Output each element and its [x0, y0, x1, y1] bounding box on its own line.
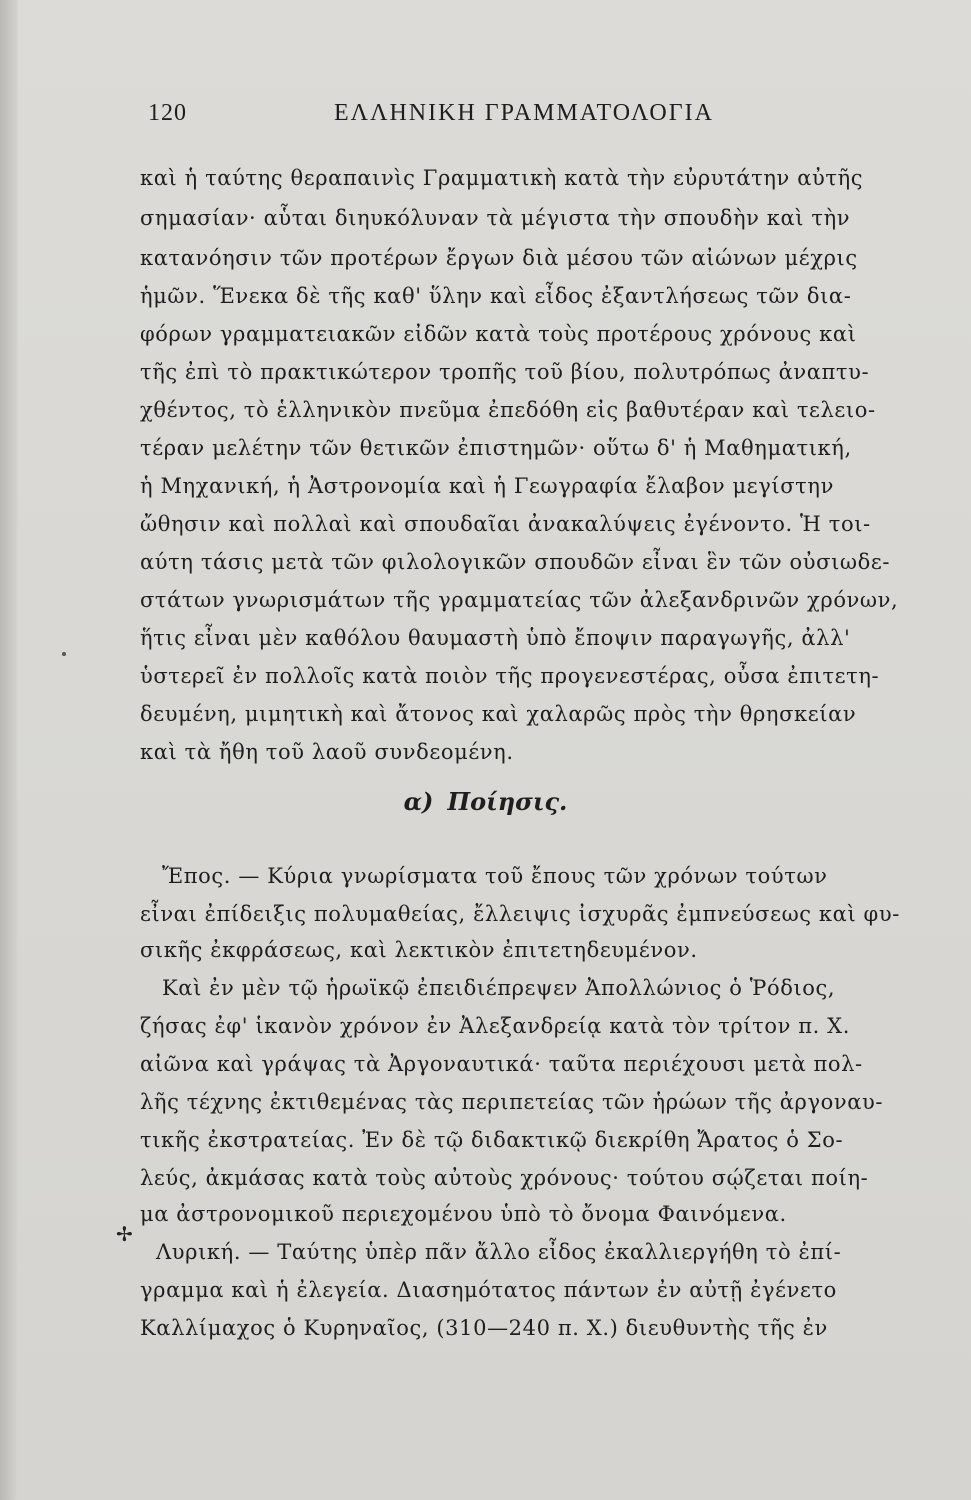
page-header: [148, 100, 778, 140]
text-line: φόρων γραμματειακῶν εἰδῶν κατὰ τοὺς προτέρους χρόνους καὶ: [140, 322, 857, 346]
text-line: εἶναι ἐπίδειξις πολυμαθείας, ἔλλειψις ἰσχυρᾶς ἐμπνεύσεως καὶ φυ-: [140, 902, 900, 926]
text-line: τέραν μελέτην τῶν θετικῶν ἐπιστημῶν· οὕτω δ' ἡ Μαθηματική,: [140, 436, 852, 460]
text-line: κατανόησιν τῶν προτέρων ἔργων διὰ μέσου τῶν αἰώνων μέχρις: [140, 246, 858, 270]
text-line: ζήσας ἐφ' ἱκανὸν χρόνον ἐν Ἀλεξανδρείᾳ κατὰ τὸν τρίτον π. Χ.: [140, 1014, 850, 1038]
section-heading: [0, 785, 971, 819]
text-line: τικῆς ἐκστρατείας. Ἐν δὲ τῷ διδακτικῷ διεκρίθη Ἄρατος ὁ Σο-: [140, 1128, 844, 1152]
binding-shadow: [0, 0, 18, 1500]
text-line: χθέντος, τὸ ἑλληνικὸν πνεῦμα ἐπεδόθη εἰς βαθυτέραν καὶ τελειο-: [140, 398, 876, 422]
text-line: γραμμα καὶ ἡ ἐλεγεία. Διασημότατος πάντων ἐν αὐτῇ ἐγένετο: [140, 1278, 837, 1302]
text-line: Καλλίμαχος ὁ Κυρηναῖος, (310—240 π. Χ.) διευθυντὴς τῆς ἐν: [140, 1316, 828, 1340]
text-line: αἰῶνα καὶ γράψας τὰ Ἀργοναυτικά· ταῦτα περιέχουσι μετὰ πολ-: [140, 1052, 863, 1076]
page-number: 120: [148, 100, 187, 126]
text-line: ὑστερεῖ ἐν πολλοῖς κατὰ ποιὸν τῆς προγενεστέρας, οὖσα ἐπιτετη-: [140, 664, 880, 688]
section-title: Ποίησις.: [447, 787, 568, 816]
text-line: δευμένη, μιμητικὴ καὶ ἄτονος καὶ χαλαρῶς πρὸς τὴν θρησκείαν: [140, 702, 857, 726]
running-title: ΕΛΛΗΝΙΚΗ ΓΡΑΜΜΑΤΟΛΟΓΙΑ: [334, 100, 714, 126]
text-line: ἡ Μηχανική, ἡ Ἀστρονομία καὶ ἡ Γεωγραφία ἔλαβον μεγίστην: [140, 474, 834, 498]
text-line: αύτη τάσις μετὰ τῶν φιλολογικῶν σπουδῶν εἶναι ἓν τῶν οὐσιωδε-: [140, 550, 891, 574]
text-line: σικῆς ἐκφράσεως, καὶ λεκτικὸν ἐπιτετηδευμένον.: [140, 938, 698, 962]
margin-cross-mark-icon: ✢: [116, 1222, 133, 1246]
section-letter: α): [403, 787, 434, 816]
text-line: λῆς τέχνης ἐκτιθεμένας τὰς περιπετείας τῶν ἡρώων τῆς ἀργοναυ-: [140, 1090, 884, 1114]
text-line: μα ἀστρονομικοῦ περιεχομένου ὑπὸ τὸ ὄνομα Φαινόμενα.: [140, 1202, 787, 1226]
text-line: καὶ τὰ ἤθη τοῦ λαοῦ συνδεομένη.: [140, 740, 514, 764]
text-line: ἥτις εἶναι μὲν καθόλου θαυμαστὴ ὑπὸ ἔποψιν παραγωγῆς, ἀλλ': [140, 626, 851, 650]
ink-speck: [62, 652, 66, 656]
text-line: λεύς, ἀκμάσας κατὰ τοὺς αὐτοὺς χρόνους· τούτου σῴζεται ποίη-: [140, 1166, 869, 1190]
text-line: Ἔπος. — Κύρια γνωρίσματα τοῦ ἔπους τῶν χρόνων τούτων: [162, 864, 828, 888]
text-line: Καὶ ἐν μὲν τῷ ἡρωϊκῷ ἐπειδιέπρεψεν Ἀπολλώνιος ὁ Ῥόδιος,: [162, 976, 836, 1000]
text-line: καὶ ἡ ταύτης θεραπαινὶς Γραμματικὴ κατὰ τὴν εὐρυτάτην αὐτῆς: [140, 166, 864, 190]
text-line: σημασίαν· αὗται διηυκόλυναν τὰ μέγιστα τὴν σπουδὴν καὶ τὴν: [140, 206, 851, 230]
text-line: τῆς ἐπὶ τὸ πρακτικώτερον τροπῆς τοῦ βίου, πολυτρόπως ἀναπτυ-: [140, 360, 870, 384]
text-line: ὤθησιν καὶ πολλαὶ καὶ σπουδαῖαι ἀνακαλύψεις ἐγένοντο. Ἡ τοι-: [140, 512, 871, 536]
text-line: Λυρική. — Ταύτης ὑπὲρ πᾶν ἄλλο εἶδος ἐκαλλιεργήθη τὸ ἐπί-: [156, 1240, 842, 1264]
text-line: ἡμῶν. Ἕνεκα δὲ τῆς καθ' ὕλην καὶ εἶδος ἐξαντλήσεως τῶν δια-: [140, 284, 852, 308]
text-line: στάτων γνωρισμάτων τῆς γραμματείας τῶν ἀλεξανδρινῶν χρόνων,: [140, 588, 899, 612]
